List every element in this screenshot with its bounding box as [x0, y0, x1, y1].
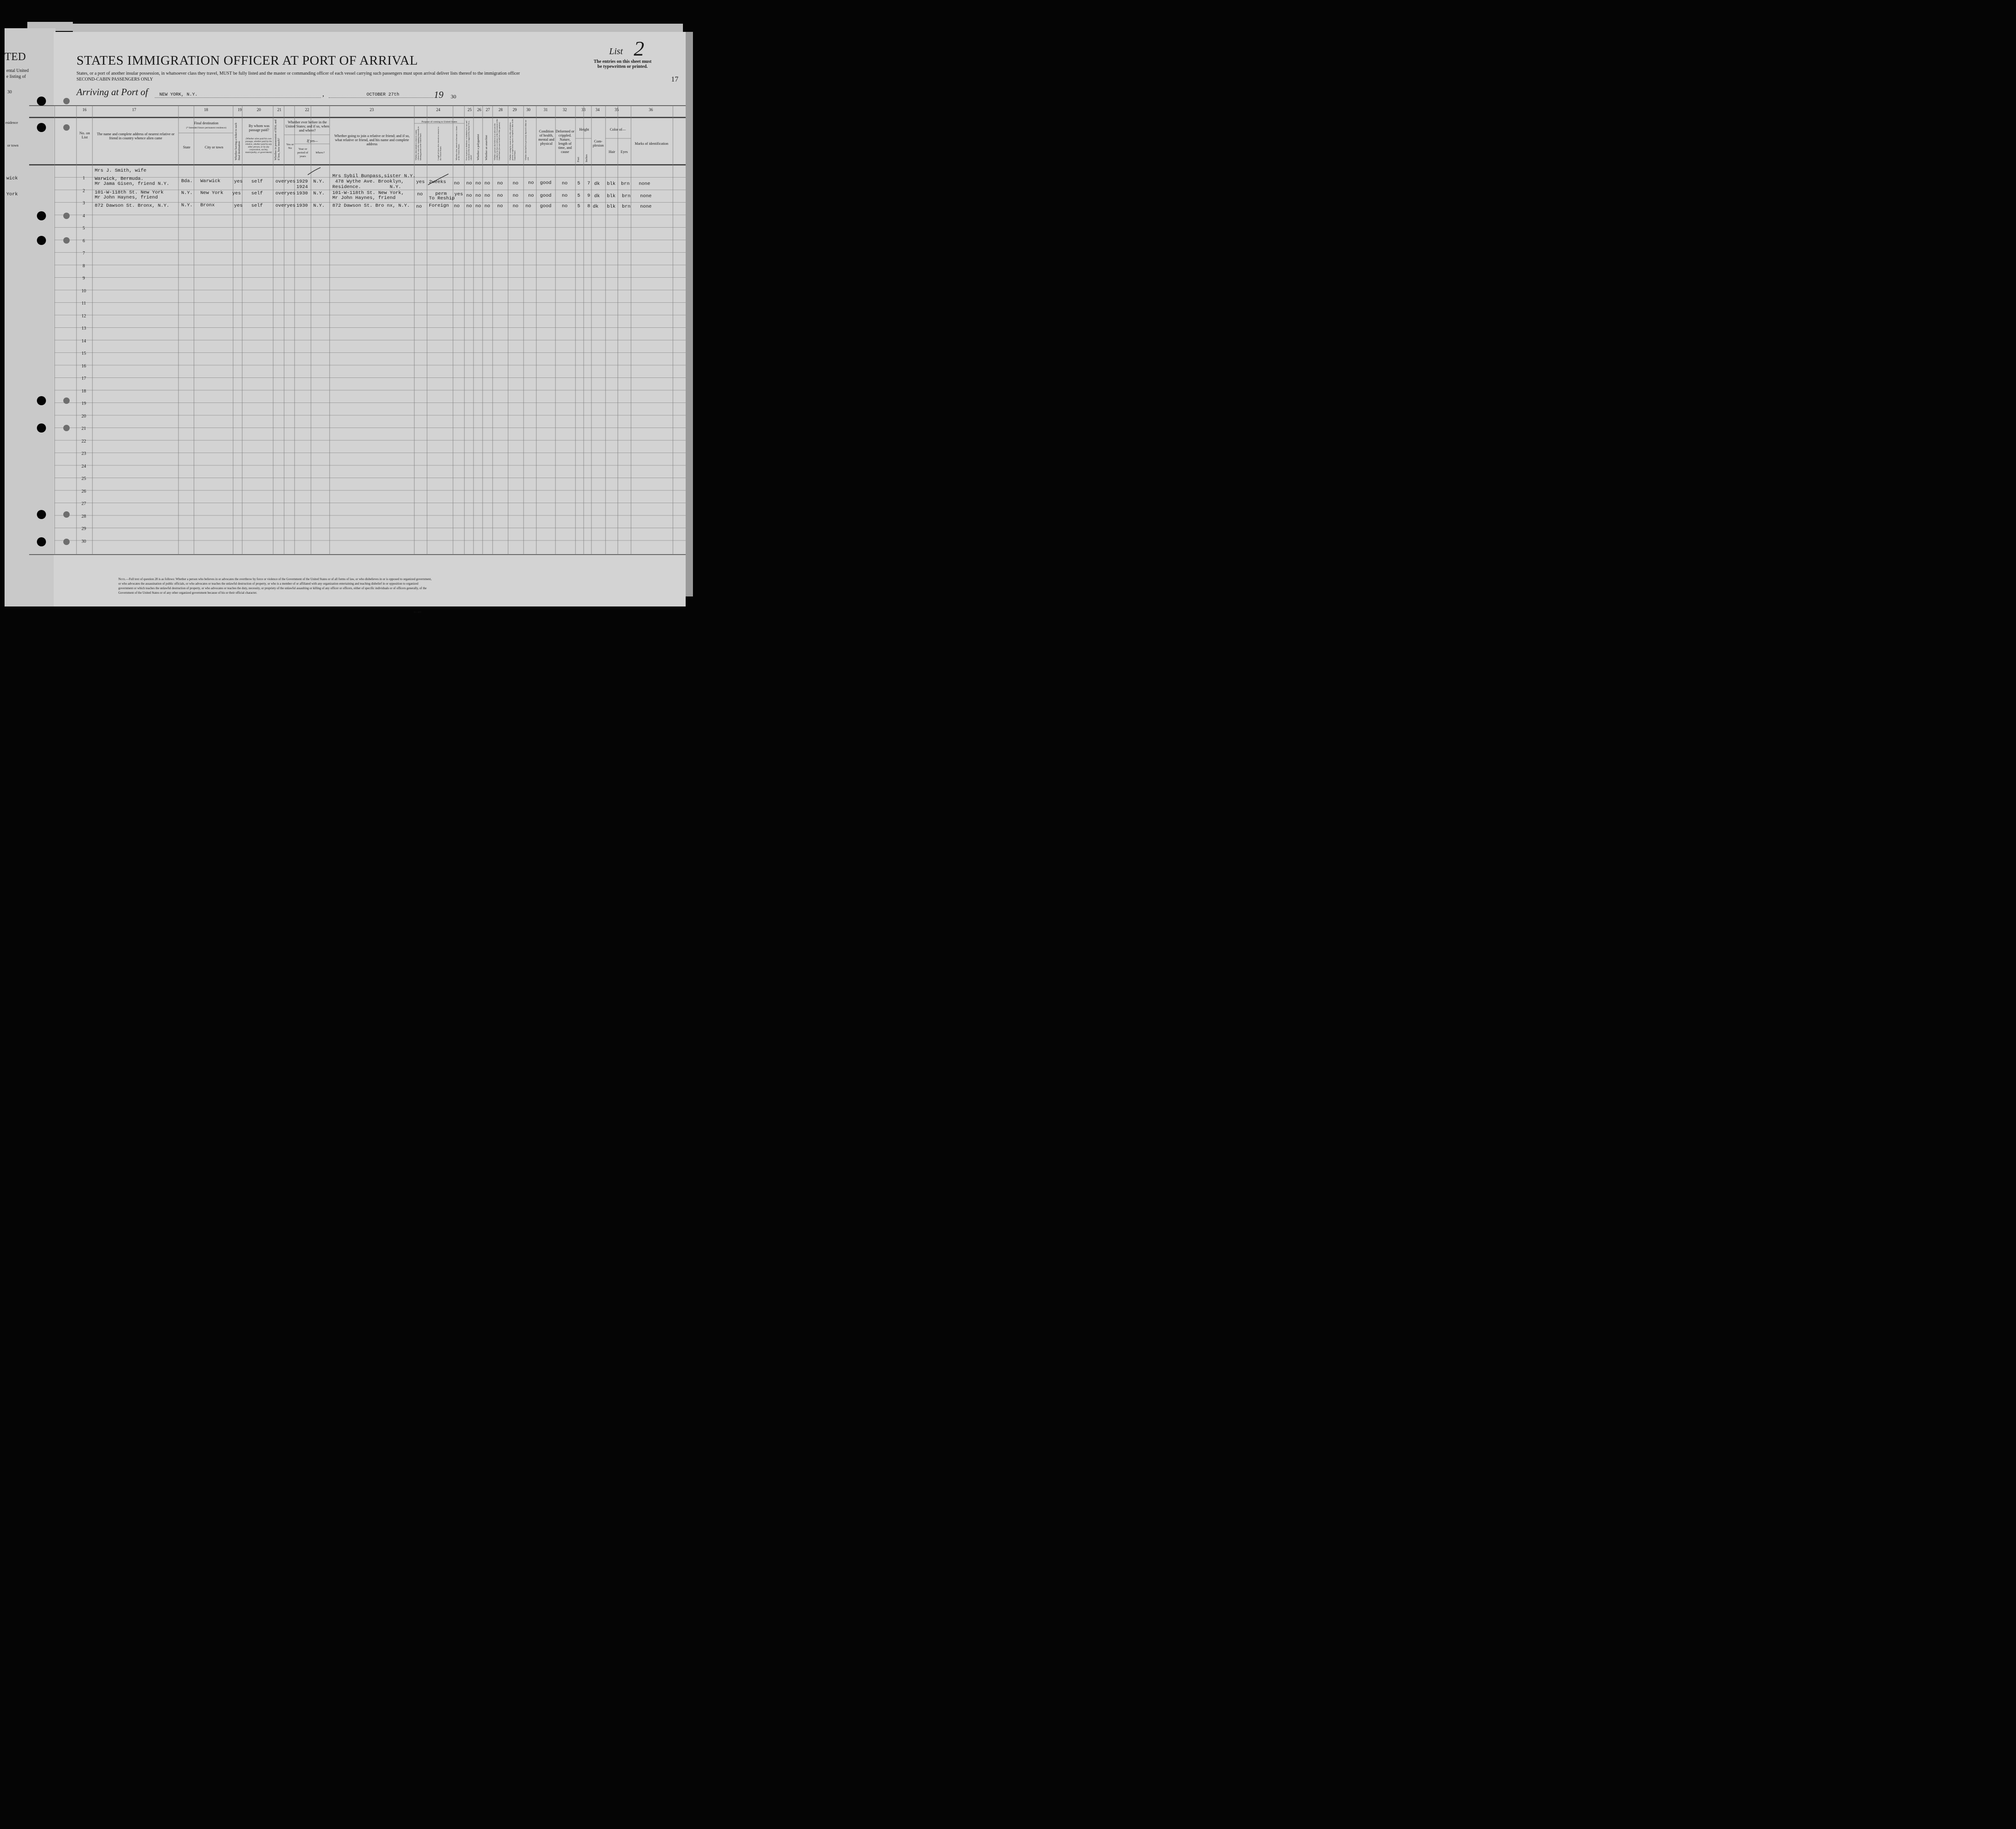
comma: , [322, 90, 324, 98]
p2-ticket: yes [232, 191, 241, 196]
p2-offer: no [513, 193, 519, 199]
relative-line-6: 872 Dawson St. Bronx, N.Y. [95, 203, 169, 209]
hdr-marks: Marks of identification [635, 142, 668, 146]
row-number: 1 [82, 176, 85, 181]
p1-prison: no [466, 181, 472, 186]
hdr-polygamist: Whether a polygamist [477, 134, 480, 160]
row-number: 24 [81, 464, 86, 469]
check-mark-1 [308, 168, 321, 175]
left-edge-line-2: e listing of [6, 74, 26, 79]
manifest-grid [0, 0, 714, 647]
row-number: 16 [81, 363, 86, 369]
p2-purpose-citizen: yes [454, 192, 463, 197]
p1-overthrow: no [497, 181, 503, 186]
punch-hole [37, 97, 46, 106]
col-num-18: 18 [204, 107, 208, 112]
p1-deported: no [528, 180, 534, 186]
hdr-purpose-citizen: Whether alien intends to become a citizen of the United States [455, 126, 460, 160]
punch-hole [63, 237, 70, 244]
p3-eyes: brn [622, 204, 631, 209]
punch-hole [37, 510, 46, 519]
p3-inches: 8 [587, 204, 591, 209]
p2-paid-by: self [251, 191, 263, 196]
p2-inches: 9 [587, 193, 591, 199]
p3-offer: no [513, 204, 519, 209]
hdr-year-period: Year or period of years [297, 148, 308, 158]
p1-eyes: brn [621, 181, 630, 187]
col-num-32: 32 [563, 107, 567, 112]
col-num-30: 30 [526, 107, 530, 112]
col-num-17: 17 [132, 107, 136, 112]
col-num-36: 36 [649, 107, 653, 112]
p3-deformed: no [562, 204, 568, 209]
hdr-where: Where? [316, 151, 325, 154]
punch-hole [63, 425, 70, 431]
punch-hole [63, 124, 70, 131]
hdr-passage-note: (Whether alien paid his own passage, whether paid by his relative, whether paid by any other person, or by any corporation, society, municipality, or government) [245, 138, 272, 154]
arriving-label: Arriving at Port of [76, 87, 148, 97]
p2-join-line-2: Mr John Haynes, friend [332, 195, 396, 201]
p1-ever-year: 1929 [296, 179, 308, 184]
hdr-no-on-list: No. on List [79, 131, 90, 139]
p3-city: Bronx [200, 203, 215, 208]
p2-overthrow: no [497, 193, 503, 199]
row-number: 15 [81, 351, 86, 356]
row-number: 27 [81, 501, 86, 506]
p1-complexion: dk [594, 181, 600, 187]
col-num-31: 31 [544, 107, 548, 112]
list-label: List [609, 46, 623, 56]
punch-hole [37, 236, 46, 245]
left-edge-entry-1: wick [6, 176, 18, 181]
p2-purpose-length-2: To Reship [429, 196, 455, 201]
hdr-final-destination: Final destination [194, 121, 219, 125]
p2-city: New York [200, 190, 224, 196]
hdr-if-yes: If yes— [306, 139, 318, 143]
passenger-class: SECOND-CABIN PASSENGERS ONLY [76, 77, 153, 82]
hdr-offer: Whether coming by reason of any offer, solicitation, promise or agreement, express or implied, to labor in the United States [509, 119, 516, 160]
col-num-34: 34 [596, 107, 600, 112]
hdr-deformed: Deformed or crippled. Nature, length of time, and cause [555, 129, 575, 154]
hdr-complexion: Com-plexion [593, 139, 604, 148]
hdr-city: City or town [204, 145, 224, 149]
hdr-passage-paid: By whom was passage paid? [249, 124, 270, 132]
hdr-condition: Condition of health, mental and physical [538, 129, 555, 146]
p1-inches: 7 [587, 181, 591, 186]
row-number: 12 [81, 313, 86, 319]
p2-purpose-length: perm [435, 191, 447, 197]
p2-purpose-return: no [417, 192, 423, 197]
p1-marks: none [639, 181, 651, 187]
hdr-purpose: Purpose of coming to United States [421, 121, 458, 123]
row-number: 28 [81, 514, 86, 519]
punch-hole [63, 98, 70, 104]
col-num-26: 26 [477, 107, 481, 112]
port-of-arrival: NEW YORK, N.Y. [159, 92, 198, 97]
footnote [118, 577, 433, 596]
hdr-purpose-return: Whether alien intends to return to country whence he came after engaging temporarily in laboring pursuits in the United States [415, 126, 422, 160]
col-num-20: 20 [257, 107, 261, 112]
row-number: 7 [82, 251, 85, 256]
col-num-24: 24 [436, 107, 440, 112]
punch-hole [37, 396, 46, 405]
col-num-21: 21 [277, 107, 281, 112]
punch-hole [63, 397, 70, 404]
p3-health: good [540, 204, 552, 209]
p1-anarchist: no [484, 181, 490, 186]
p2-hair: blk [607, 194, 616, 199]
p2-ever-yes: yes [287, 191, 295, 196]
p1-ever-yes: yes [287, 179, 295, 184]
hdr-eyes: Eyes [621, 150, 628, 154]
p3-purpose-length: Foreign [429, 203, 449, 209]
p2-anarchist: no [484, 193, 490, 199]
footnote-label: Note. [118, 578, 126, 581]
year-prefix: 19 [434, 89, 443, 100]
p1-offer: no [513, 181, 519, 186]
row-number: 17 [81, 376, 86, 381]
hdr-ever-before: Whether ever before in the United States; and if so, when and where? [285, 120, 329, 132]
p1-paid-by: self [251, 179, 263, 184]
form-title: STATES IMMIGRATION OFFICER AT PORT OF ARRIVAL [76, 53, 418, 68]
entries-note-line-1: The entries on this sheet must [594, 59, 652, 64]
p2-marks: none [640, 194, 652, 199]
sheet-number: 17 [671, 76, 678, 83]
p1-fifty: over [275, 179, 287, 184]
row-number: 21 [81, 426, 86, 431]
p3-ever-where: N.Y. [313, 203, 325, 209]
p2-feet: 5 [577, 193, 580, 199]
hdr-height: Height [579, 127, 589, 132]
list-number: 2 [634, 37, 644, 60]
relative-line-3: Mr Jama Gisen, friend N.Y. [95, 181, 169, 187]
row-number: 23 [81, 451, 86, 456]
punch-hole [63, 511, 70, 518]
p1-polygamist: no [475, 181, 481, 186]
row-number: 3 [82, 201, 85, 206]
col-num-33: 33 [581, 107, 585, 112]
relative-line-5: Mr John Haynes, friend [95, 195, 158, 200]
punch-hole [63, 539, 70, 545]
row-number: 4 [82, 213, 85, 219]
p1-join-line-1: Mrs Sybil Bunpass,sister N.Y. [332, 173, 416, 179]
p3-purpose-citizen: no [454, 204, 460, 209]
p1-ever-year-2: 1924 [296, 184, 308, 190]
p2-state: N.Y. [181, 190, 193, 196]
row-number: 11 [81, 301, 86, 306]
p3-overthrow: no [497, 204, 503, 209]
relative-line-4: 101-W-118th St. New York [95, 190, 164, 195]
hdr-joining: Whether going to join a relative or friend; and if so, what relative or friend, and his name and complete address [334, 134, 410, 146]
hdr-purpose-length: Length of time alien intends to remain in the United States [437, 127, 442, 160]
p3-purpose-return: no [416, 204, 422, 209]
col-num-22: 22 [305, 107, 309, 112]
row-number: 18 [81, 388, 86, 394]
p3-fifty: over [275, 203, 287, 209]
row-number: 22 [81, 438, 86, 444]
col-num-25: 25 [468, 107, 472, 112]
hdr-feet: Feet [577, 157, 580, 162]
row-number: 19 [81, 401, 86, 406]
p1-deformed: no [562, 181, 568, 186]
form-subtitle: States, or a port of another insular possession, in whatsoever class they travel, MUST be fully listed and the master or commanding officer of each vessel carrying such passengers must upon arrival deliver lists thereof to the immigration officer [76, 71, 520, 76]
p1-purpose-length: 2weeks [429, 179, 446, 185]
hdr-overthrow: Whether a person who believes in or advocates the overthrow by force or violence of the Government of the United States (See note for full text of this question) [494, 119, 500, 160]
p2-ever-where: N.Y. [313, 191, 325, 196]
left-edge-town: or town [7, 143, 19, 148]
p3-paid-by: self [251, 203, 263, 209]
hdr-ticket: Whether having a ticket to such final destination [234, 122, 241, 160]
p3-ever-yes: yes [287, 203, 295, 209]
p3-polygamist: no [475, 204, 481, 209]
p2-prison: no [466, 193, 472, 199]
row-number: 14 [81, 338, 86, 344]
relative-line-1: Mrs J. Smith, wife [95, 168, 147, 173]
punch-hole [37, 211, 46, 220]
punch-hole [37, 537, 46, 546]
hdr-hair: Hair [608, 150, 616, 154]
row-number: 6 [82, 238, 85, 244]
row-number: 8 [82, 263, 85, 269]
hdr-final-destination-note: (* Intended future permanent residence) [186, 127, 227, 129]
hdr-color-of: Color of— [610, 127, 626, 132]
punch-hole [37, 123, 46, 132]
p3-prison: no [466, 204, 472, 209]
punch-hole [63, 213, 70, 219]
left-edge-residence: esidence [5, 121, 18, 125]
p1-city: Warwick [200, 178, 221, 184]
row-number: 26 [81, 489, 86, 494]
p1-feet: 5 [577, 181, 580, 186]
hdr-anarchist: Whether an anarchist [485, 135, 488, 160]
row-number: 13 [81, 326, 86, 331]
row-number: 30 [81, 539, 86, 544]
footnote-text: —Full text of question 28 is as follows: Whether a person who believes in or advocates the overthrow by force or violence of the Government of the United States or of all forms of law, or who disbelieves in or is opposed to organized government, or who advocates the assassination of public officials, or who advocates or teaches the unlawful destruction of property, or who is a member of or affiliated with any organization entertaining and teaching disbelief in or opposition to organized government or which teaches the unlawful destruction of property, or who advocates or teaches the duty, necessity, or propriety of the unlawful assaulting or killing of any officer or officers, either of specific individuals or of officers generally, of the Government of the United States or of any other organized government because of his or their official character. [118, 578, 432, 595]
p3-hair: blk [607, 204, 616, 209]
p2-eyes: brn [622, 194, 631, 199]
row-number: 29 [81, 526, 86, 531]
col-num-23: 23 [370, 107, 374, 112]
p2-deformed: no [562, 193, 568, 199]
p1-state: Bda. [181, 178, 193, 184]
p3-ever-year: 1930 [296, 203, 308, 209]
p3-ticket: yes [234, 203, 243, 209]
left-edge-title: TED [5, 51, 26, 63]
hdr-yes-or-no: Yes or No [286, 143, 294, 150]
entries-note-line-2: be typewritten or printed. [597, 64, 648, 69]
left-edge-line-1: ental United [6, 68, 29, 73]
col-num-29: 29 [513, 107, 517, 112]
p1-health: good [540, 180, 552, 186]
col-num-19: 19 [238, 107, 242, 112]
p1-purpose-return: yes [416, 179, 425, 185]
p2-health: good [540, 193, 552, 199]
hdr-prison: Ever in prison or almshouse or institution for care and treatment of the insane, or supported by charity? If so, which? [465, 121, 472, 160]
p1-ticket: yes [234, 179, 243, 184]
p2-complexion: dk [594, 194, 600, 199]
p3-join-line-1: 872 Dawson St. Bro nx, N.Y. [332, 203, 410, 209]
col-num-35: 35 [615, 107, 619, 112]
p2-join-line-1: 101-W-118th St. New York, [332, 190, 404, 196]
p3-state: N.Y. [181, 203, 193, 208]
col-num-28: 28 [499, 107, 503, 112]
col-num-27: 27 [486, 107, 490, 112]
year-suffix: 30 [451, 93, 456, 100]
relative-line-2: Warwick, Bermuda. [95, 176, 144, 182]
p3-feet: 5 [577, 204, 580, 209]
hdr-nearest-relative: The name and complete address of nearest relative or friend in country whence alien came [97, 132, 175, 140]
left-edge-entry-2: York [6, 192, 18, 197]
hdr-deported: Whether alien had been previously deported within one year [524, 120, 529, 160]
p2-polygamist: no [475, 193, 481, 199]
p1-join-line-3: Residence. N.Y. [332, 184, 402, 190]
p3-anarchist: no [484, 204, 490, 209]
p3-deported: no [525, 204, 531, 209]
p2-fifty: over [275, 191, 287, 196]
row-number: 10 [81, 288, 86, 294]
p1-ever-where: N.Y. [313, 179, 325, 184]
punch-hole [37, 423, 46, 433]
row-number: 9 [82, 276, 85, 281]
row-number: 2 [82, 188, 85, 194]
row-number: 5 [82, 226, 85, 231]
arrival-date: OCTOBER 27th [367, 92, 400, 97]
p2-ever-year: 1930 [296, 191, 308, 196]
p1-join-line-2: 478 Wythe Ave. Brooklyn, [335, 179, 404, 184]
p1-hair: blk [607, 181, 616, 187]
p2-deported: no [528, 193, 534, 199]
col-num-16: 16 [82, 107, 87, 112]
form-number: 11—401 [413, 611, 422, 614]
row-number: 25 [81, 476, 86, 481]
p3-complexion: dk [593, 204, 599, 209]
p3-marks: none [640, 204, 652, 209]
hdr-inches: Inches [585, 154, 588, 162]
hdr-state: State [183, 145, 190, 149]
row-number: 20 [81, 413, 86, 419]
left-edge-year: 30 [7, 90, 12, 95]
hdr-fifty-dollars: Whether in possession of $50, and if less, how much? [274, 119, 280, 160]
p1-purpose-citizen: no [454, 181, 460, 186]
